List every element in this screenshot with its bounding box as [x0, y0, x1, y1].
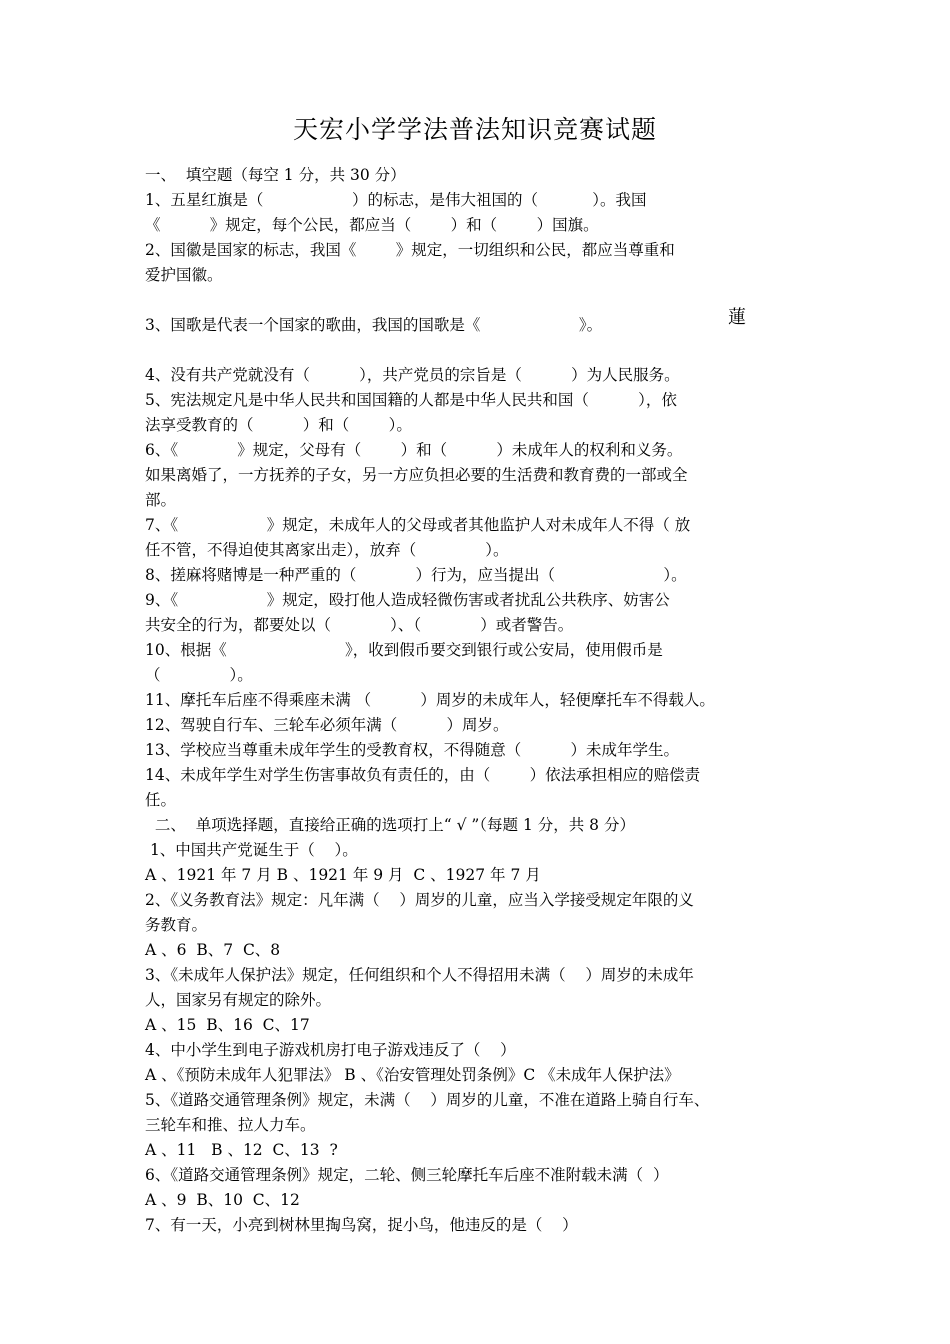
- text-line: （ ）。: [145, 666, 253, 684]
- text-line: 三轮车和推、拉人力车。: [145, 1116, 316, 1134]
- text-line: 2、国徽是国家的标志，我国《 》规定，一切组织和公民，都应当尊重和: [145, 241, 675, 259]
- blank-spacer: [145, 288, 810, 313]
- text-line: 共安全的行为，都要处以（ ）、（ ）或者警告。: [145, 616, 574, 634]
- text-line: 任不管，不得迫使其离家出走），放弃（ ）。: [145, 541, 509, 559]
- text-line: 7、《 》规定，未成年人的父母或者其他监护人对未成年人不得（ 放: [145, 516, 691, 534]
- text-line: 5、《道路交通管理条例》规定，未满（ ）周岁的儿童，不准在道路上骑自行车、: [145, 1091, 710, 1109]
- text-line: 2、《义务教育法》规定：凡年满（ ）周岁的儿童，应当入学接受规定年限的义: [145, 891, 694, 909]
- text-line: 6、《 》规定，父母有（ ）和（ ）未成年人的权利和义务。: [145, 441, 683, 459]
- text-line: 8、搓麻将赌博是一种严重的（ ）行为，应当提出（ ）。: [145, 566, 687, 584]
- text-line: 如果离婚了，一方抚养的子女，另一方应负担必要的生活费和教育费的一部或全: [145, 466, 688, 484]
- text-line: 务教育。: [145, 916, 208, 934]
- text-line: 11、摩托车后座不得乘座未满 （ ）周岁的未成年人，轻便摩托车不得载人。: [145, 691, 715, 709]
- text-line: A 、9 B、10 C、12: [145, 1191, 300, 1209]
- text-line: 一、 填空题（每空 1 分，共 30 分）: [145, 166, 406, 184]
- text-line: 10、根据《 》，收到假币要交到银行或公安局，使用假币是: [145, 641, 663, 659]
- text-line: 6、《道路交通管理条例》规定，二轮、侧三轮摩托车后座不准附载未满（ ）: [145, 1166, 669, 1184]
- stray-handwritten-mark: 蓮: [728, 307, 746, 328]
- text-line: 二、 单项选择题，直接给正确的选项打上“ √ ”（每题 1 分，共 8 分）: [145, 816, 635, 834]
- text-line: 3、国歌是代表一个国家的歌曲，我国的国歌是《 》。: [145, 316, 603, 334]
- exam-body: [145, 163, 810, 1238]
- text-line: 1、五星红旗是（ ）的标志，是伟大祖国的（ ）。我国: [145, 191, 647, 209]
- text-line: 9、《 》规定，殴打他人造成轻微伤害或者扰乱公共秩序、妨害公: [145, 591, 670, 609]
- text-line: A 、11 B 、12 C、13 ?: [145, 1141, 338, 1159]
- text-line: 14、未成年学生对学生伤害事故负有责任的，由（ ）依法承担相应的赔偿责: [145, 766, 701, 784]
- text-line: 12、驾驶自行车、三轮车必须年满（ ）周岁。: [145, 716, 509, 734]
- text-line: A 、15 B、16 C、17: [145, 1016, 310, 1034]
- text-line: 4、没有共产党就没有（ ），共产党员的宗旨是（ ）为人民服务。: [145, 366, 680, 384]
- blank-spacer: [145, 338, 810, 363]
- text-line: 5、宪法规定凡是中华人民共和国国籍的人都是中华人民共和国（ ），依: [145, 391, 677, 409]
- text-line: 3、《未成年人保护法》规定，任何组织和个人不得招用未满（ ）周岁的未成年: [145, 966, 694, 984]
- text-line: 《 》规定，每个公民，都应当（ ）和（ ）国旗。: [145, 216, 599, 234]
- text-line: A 、6 B、7 C、8: [145, 941, 281, 959]
- text-line: 爱护国徽。: [145, 266, 223, 284]
- text-line: 部。: [145, 491, 177, 509]
- text-line: 4、中小学生到电子游戏机房打电子游戏违反了（ ）: [145, 1041, 516, 1059]
- text-line: 法享受教育的（ ）和（ ）。: [145, 416, 412, 434]
- text-line: A 、1921 年 7 月 B 、1921 年 9 月 C 、1927 年 7 月: [145, 866, 541, 884]
- text-line: A 、《预防未成年人犯罪法》 B 、《治安管理处罚条例》C 《未成年人保护法》: [145, 1066, 680, 1084]
- text-line: 1、中国共产党诞生于（ ）。: [145, 841, 358, 859]
- text-line: 人，国家另有规定的除外。: [145, 991, 332, 1009]
- text-line: 任。: [145, 791, 177, 809]
- text-line: 13、学校应当尊重未成年学生的受教育权，不得随意（ ）未成年学生。: [145, 741, 679, 759]
- page-title: 天宏小学学法普法知识竞赛试题: [292, 115, 657, 144]
- text-line: 7、有一天，小亮到树林里掏鸟窝，捉小鸟，他违反的是（ ）: [145, 1216, 578, 1234]
